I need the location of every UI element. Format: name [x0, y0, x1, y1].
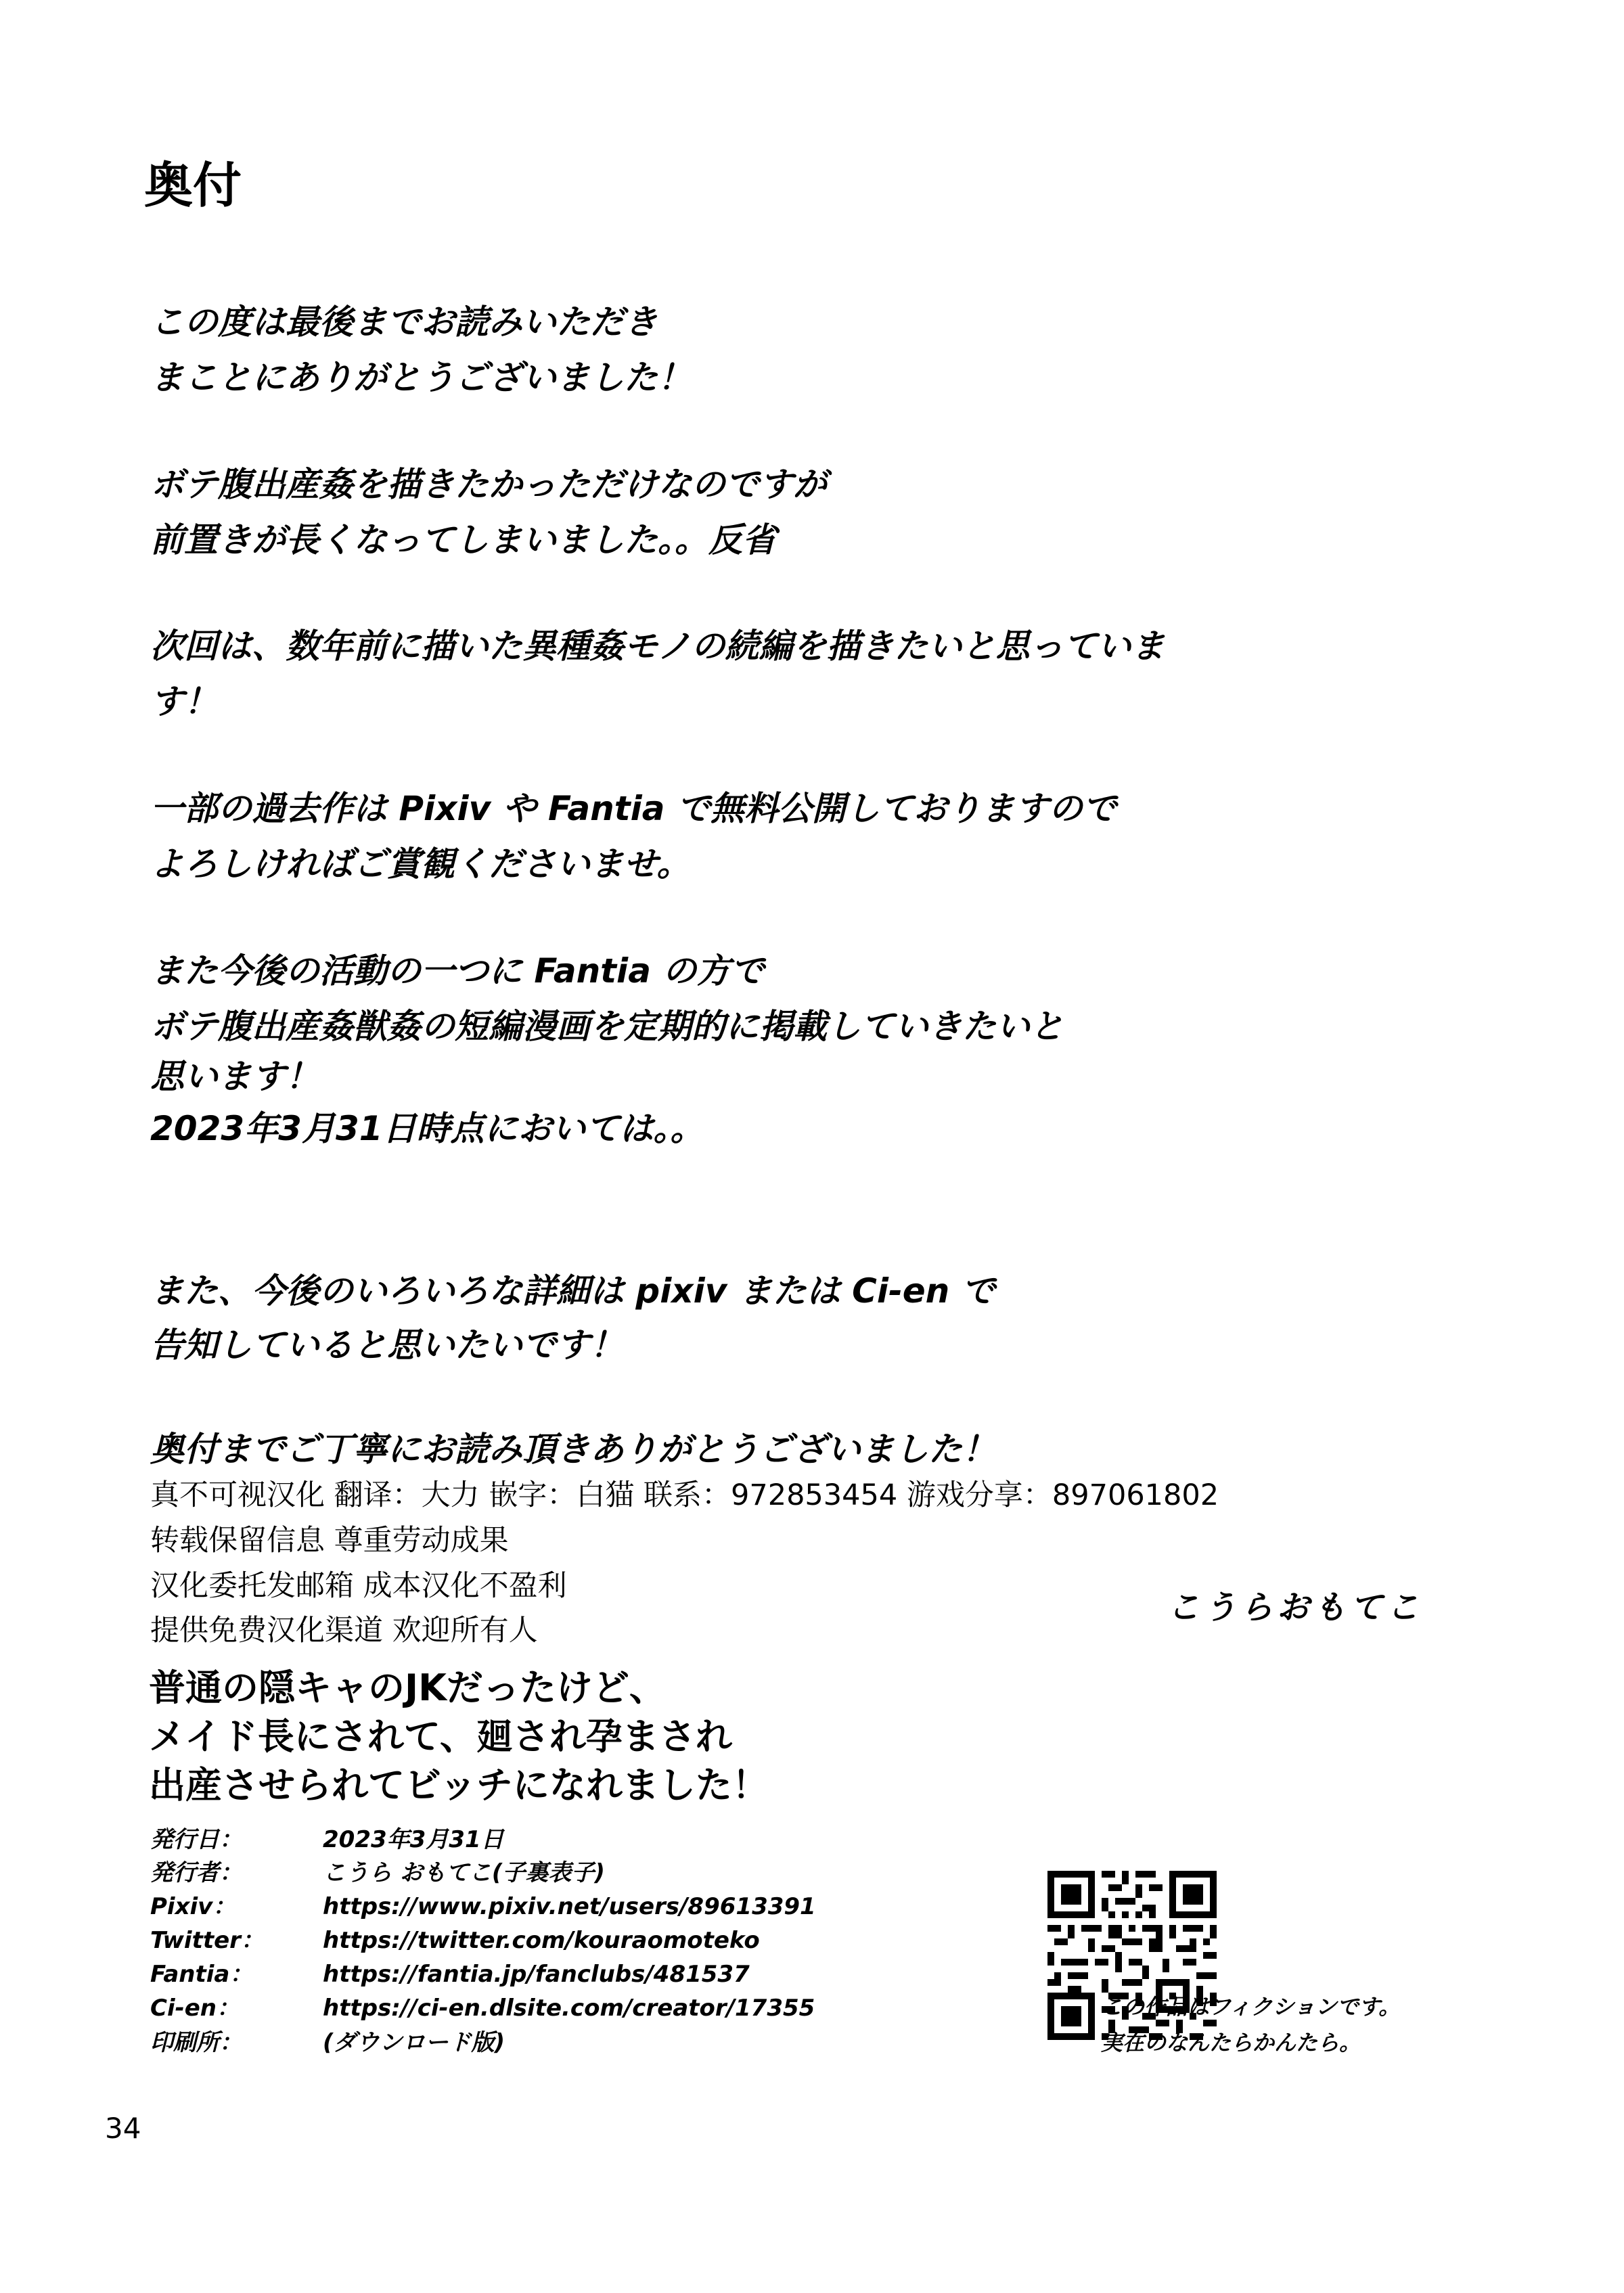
afterword-line: ボテ腹出産姦獣姦の短編漫画を定期的に掲載していきたいと [150, 1007, 1064, 1046]
colophon-value: こうら おもてこ(子裏表子) [323, 1859, 605, 1886]
pixiv-link[interactable]: https://www.pixiv.net/users/89613391 [323, 1893, 816, 1920]
colophon-label: 印刷所： [150, 2029, 242, 2056]
afterword-line: この度は最後までお読みいただき [150, 302, 658, 342]
colophon-label: 発行者： [150, 1859, 242, 1886]
afterword-line: よろしければご賞観くださいませ。 [150, 844, 691, 884]
translator-note: 真不可视汉化 翻译：大力 嵌字：白猫 联系：972853454 游戏分享：897061802 [150, 1478, 1219, 1512]
afterword-line: 前置きが長くなってしまいました。。反省 [150, 520, 776, 560]
afterword-line: また、今後のいろいろな詳細は pixiv または Ci-en で [150, 1271, 995, 1311]
colophon-value: 2023年3月31日 [323, 1826, 504, 1853]
colophon-label: Pixiv： [150, 1893, 236, 1920]
disclaimer-line: 実在のなんたらかんたら。 [1101, 2030, 1361, 2056]
afterword-line: 次回は、数年前に描いた異種姦モノの続編を描きたいと思っていま [150, 627, 1165, 666]
translator-note: 转载保留信息 尊重劳动成果 [150, 1524, 509, 1558]
colophon-label: Ci-en： [150, 1995, 240, 2022]
cien-link[interactable]: https://ci-en.dlsite.com/creator/17355 [323, 1995, 815, 2022]
afterword-line: 2023年3月31日時点においては。。 [150, 1109, 704, 1148]
afterword-line: 告知していると思いたいです！ [150, 1325, 624, 1365]
page-title: 奥付 [144, 157, 242, 214]
colophon-label: Twitter： [150, 1927, 264, 1954]
colophon-label: Fantia： [150, 1961, 253, 1988]
author-signature: こうらおもてこ [1167, 1589, 1424, 1627]
page-number: 34 [105, 2112, 141, 2145]
afterword-line: また今後の活動の一つに Fantia の方で [150, 951, 765, 991]
twitter-link[interactable]: https://twitter.com/kouraomoteko [323, 1927, 760, 1954]
translator-note: 提供免费汉化渠道 欢迎所有人 [150, 1614, 538, 1648]
afterword-line: まことにありがとうございました！ [150, 358, 692, 397]
colophon-value: (ダウンロード版) [323, 2029, 505, 2056]
afterword-line: 一部の過去作は Pixiv や Fantia で無料公開しておりますので [150, 789, 1116, 828]
afterword-line: 思います！ [150, 1057, 319, 1096]
disclaimer-line: この作品はフィクションです。 [1101, 1994, 1401, 2020]
book-title-line: メイド長にされて、廻され孕まされ [149, 1715, 732, 1758]
colophon-label: 発行日： [150, 1826, 242, 1853]
afterword-line: ボテ腹出産姦を描きたかっただけなのですが [150, 465, 827, 504]
afterword-line: 奥付までご丁寧にお読み頂きありがとうございました！ [150, 1430, 996, 1469]
book-title-line: 出産させられてビッチになれました！ [149, 1764, 769, 1807]
translator-note: 汉化委托发邮箱 成本汉化不盈利 [150, 1569, 567, 1603]
fantia-link[interactable]: https://fantia.jp/fanclubs/481537 [323, 1961, 750, 1988]
book-title-line: 普通の隠キャのJKだったけど、 [149, 1666, 666, 1709]
afterword-line: す！ [150, 682, 218, 721]
